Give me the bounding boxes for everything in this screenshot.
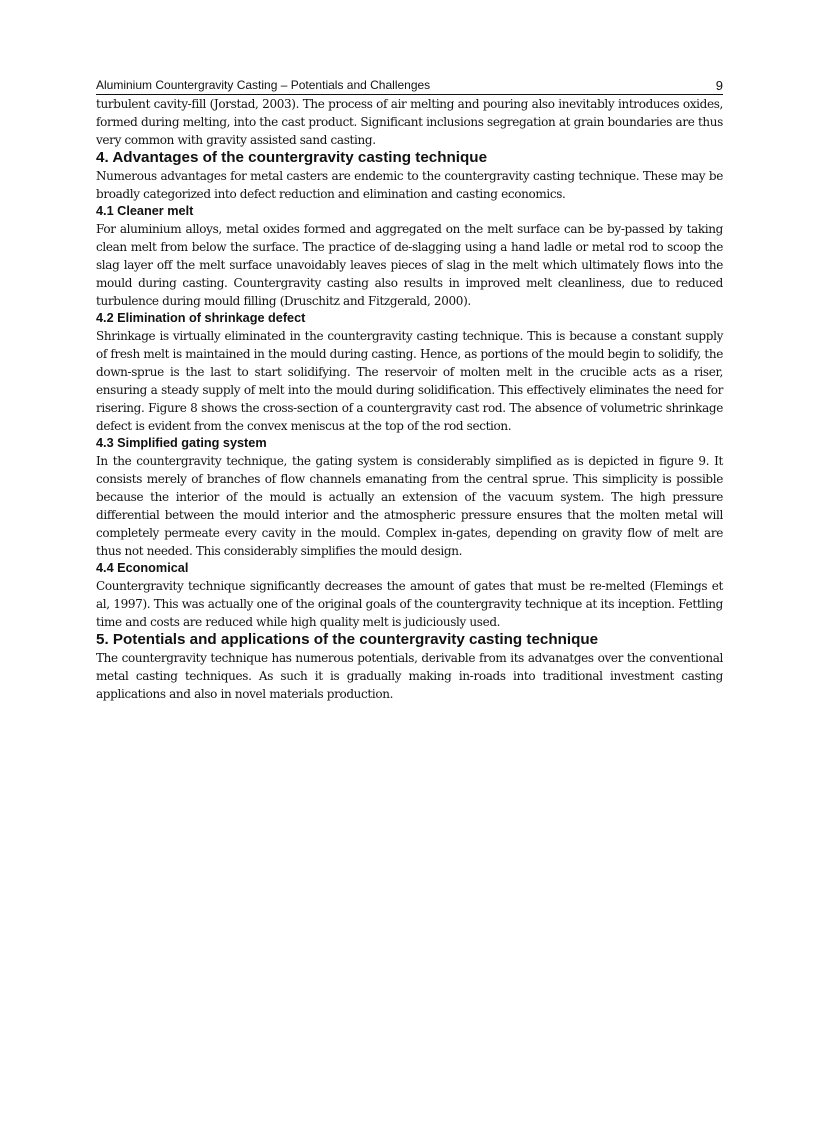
section-4-heading: 4. Advantages of the countergravity casting technique: [96, 149, 488, 166]
subsection-4-4-heading: 4.4 Economical: [96, 561, 189, 575]
subsection-4-2-heading: 4.2 Elimination of shrinkage defect: [96, 311, 306, 325]
subsection-4-3-text: In the countergravity technique, the gating system is considerably simplified as is depicted in figure 9. It consists merely of branches of flow channels emanating from the central sprue. This simplicity is possible because the interior of the mould is actually an extension of the vacuum system. The high pressure differential between the mould interior and the atmospheric pressure ensures that the molten metal will completely permeate every cavity in the mould. Complex in-gates, depending on gravity flow of melt are thus not needed. This considerably simplifies the mould design.: [96, 454, 723, 558]
page-content: [96, 78, 723, 703]
page-number: 9: [715, 78, 723, 93]
section-5-intro: The countergravity technique has numerous potentials, derivable from its advanatges over the conventional metal casting techniques. As such it is gradually making in-roads into traditional investment casting applications and also in novel materials production.: [96, 651, 723, 701]
running-title: Aluminium Countergravity Casting – Potentials and Challenges: [96, 78, 431, 92]
subsection-4-1-heading: 4.1 Cleaner melt: [96, 204, 194, 218]
section-5-heading: 5. Potentials and applications of the countergravity casting technique: [96, 631, 599, 648]
running-header: [96, 78, 723, 95]
subsection-4-3-heading: 4.3 Simplified gating system: [96, 436, 267, 450]
subsection-4-1-text: For aluminium alloys, metal oxides formed and aggregated on the melt surface can be by-passed by taking clean melt from below the surface. The practice of de-slagging using a hand ladle or metal rod to scoop the slag layer off the melt surface unavoidably leaves pieces of slag in the melt which ultimately flows into the mould during casting. Countergravity casting also results in improved melt cleanliness, due to reduced turbulence during mould filling (Druschitz and Fitzgerald, 2000).: [96, 222, 723, 308]
subsection-4-2-text: Shrinkage is virtually eliminated in the countergravity casting technique. This is because a constant supply of fresh melt is maintained in the mould during casting. Hence, as portions of the mould begin to solidify, the down-sprue is the last to start solidifying. The reservoir of molten melt in the crucible acts as a riser, ensuring a steady supply of melt into the mould during solidification. This effectively eliminates the need for risering. Figure 8 shows the cross-section of a countergravity cast rod. The absence of volumetric shrinkage defect is evident from the convex meniscus at the top of the rod section.: [96, 329, 723, 433]
continuation-paragraph: turbulent cavity-fill (Jorstad, 2003). The process of air melting and pouring also inevitably introduces oxides, formed during melting, into the cast product. Significant inclusions segregation at grain boundaries are thus very common with gravity assisted sand casting.: [96, 97, 723, 147]
section-4-intro: Numerous advantages for metal casters are endemic to the countergravity casting technique. These may be broadly categorized into defect reduction and elimination and casting economics.: [96, 169, 723, 201]
subsection-4-4-text: Countergravity technique significantly decreases the amount of gates that must be re-melted (Flemings et al, 1997). This was actually one of the original goals of the countergravity technique at its inception. Fettling time and costs are reduced while high quality melt is judiciously used.: [96, 579, 723, 629]
